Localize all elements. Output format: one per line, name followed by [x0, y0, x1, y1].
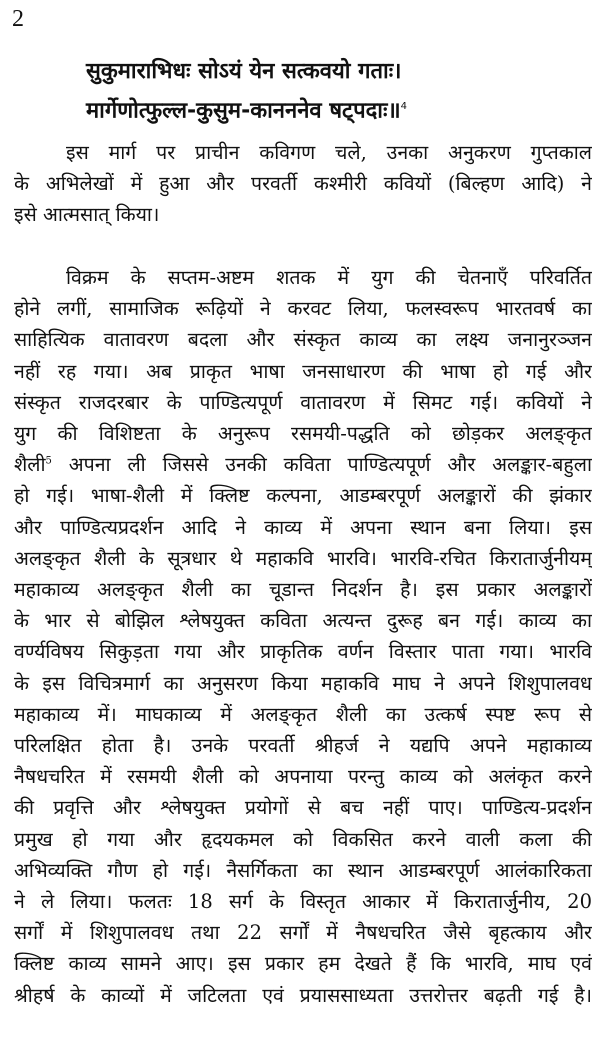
paragraph-2-line: महाकाव्य अलङ्कृत शैली का चूडान्त निदर्शन है। इस प्रकार अलङ्कारों	[14, 578, 592, 602]
paragraph-2-line: प्रमुख हो गया और हृदयकमल को विकसित करने वाली कला की	[14, 827, 592, 851]
paragraph-2-line: हो गई। भाषा-शैली में क्लिष्ट कल्पना, आडम्बरपूर्ण अलङ्कारों की झंकार	[14, 484, 592, 508]
paragraph-2-line: श्रीहर्ष के काव्यों में जटिलता एवं प्रयाससाध्यता उत्तरोत्तर बढ़ती गई है।	[14, 983, 592, 1007]
footnote-ref-5: 5	[45, 455, 52, 467]
paragraph-2-line: अलङ्कृत शैली के सूत्रधार थे महाकवि भारवि। भारवि-रचित किरातार्जुनीयम्	[14, 546, 592, 570]
footnote-ref-4: 4	[400, 101, 408, 112]
paragraph-2-line: वर्ण्यविषय सिकुड़ता गया और प्राकृतिक वर्णन विस्तार पाता गया। भारवि	[14, 640, 592, 664]
paragraph-2-line: के भार से बोझिल श्लेषयुक्त कविता अत्यन्त दुरूह बन गई। काव्य का	[14, 609, 592, 633]
paragraph-2-line: सर्गों में शिशुपालवध तथा 22 सर्गों में नैषधचरित जैसे बृहत्काय और	[14, 921, 592, 945]
paragraph-2-line: नहीं रह गया। अब प्राकृत भाषा जनसाधारण की भाषा हो गई और	[14, 359, 592, 383]
verse-line-1: सुकुमाराभिधः सोऽयं येन सत्कवयो गताः।	[86, 59, 402, 84]
paragraph-2-line: महाकाव्य में। माघकाव्य में अलङ्कृत शैली का उत्कर्ष स्पष्ट रूप से	[14, 702, 592, 726]
verse-line-2-text: मार्गेणोत्फुल्ल-कुसुम-कानननेव षट्पदाः॥	[86, 98, 401, 124]
verse-line-2	[86, 89, 586, 128]
paragraph-2-line: विक्रम के सप्तम-अष्टम शतक में युग की चेतनाएँ परिवर्तित	[66, 266, 592, 289]
sanskrit-verse	[86, 54, 586, 128]
paragraph-2-line: नैषधचरित में रसमयी शैली को अपनाया परन्तु काव्य को अलंकृत करने	[14, 765, 592, 789]
paragraph-2-line: ने ले लिया। फलतः 18 सर्ग के विस्तृत आकार में किरातार्जुनीय, 20	[14, 890, 592, 914]
paragraph-2	[14, 262, 592, 1011]
paragraph-1-line: के अभिलेखों में हुआ और परवर्ती कश्मीरी कवियों (बिल्हण आदि) ने	[14, 172, 592, 196]
paragraph-2-line: युग की विशिष्टता के अनुरूप रसमयी-पद्धति को छोड़कर अलङ्कृत	[14, 422, 592, 446]
page-number: 2	[12, 6, 24, 32]
paragraph-2-line: अभिव्यक्ति गौण हो गई। नैसर्गिकता का स्थान आडम्बरपूर्ण आलंकारिकता	[14, 858, 592, 882]
paragraph-2-line: क्लिष्ट काव्य सामने आए। इस प्रकार हम देखते हैं कि भारवि, माघ एवं	[14, 952, 592, 976]
paragraph-1-line: इसे आत्मसात् किया।	[14, 203, 160, 227]
paragraph-2-line: संस्कृत राजदरबार के पाण्डित्यपूर्ण वातावरण में सिमट गई। कवियों ने	[14, 390, 592, 414]
paragraph-2-line-rest: अपना ली जिससे उनकी कविता पाण्डित्यपूर्ण और अलङ्कार-बहुला	[68, 453, 592, 477]
paragraph-1	[14, 137, 592, 231]
paragraph-2-line: साहित्यिक वातावरण बदला और संस्कृत काव्य का लक्ष्य जनानुरञ्जन	[14, 328, 592, 352]
paragraph-1-line: इस मार्ग पर प्राचीन कविगण चले, उनका अनुकरण गुप्तकाल	[66, 141, 592, 164]
paragraph-2-line-lead: शैली	[14, 453, 46, 477]
paragraph-2-line: के इस विचित्रमार्ग का अनुसरण किया महाकवि माघ ने अपने शिशुपालवध	[14, 671, 592, 695]
paragraph-2-line: और पाण्डित्यप्रदर्शन आदि ने काव्य में अपना स्थान बना लिया। इस	[14, 515, 592, 539]
paragraph-2-line: होने लगीं, सामाजिक रूढ़ियों ने करवट लिया, फलस्वरूप भारतवर्ष का	[14, 297, 592, 321]
paragraph-2-line: परिलक्षित होता है। उनके परवर्ती श्रीहर्ज ने यद्यपि अपने महाकाव्य	[14, 734, 592, 758]
paragraph-2-line: की प्रवृत्ति और श्लेषयुक्त प्रयोगों से बच नहीं पाए। पाण्डित्य-प्रदर्शन	[14, 796, 592, 820]
paragraph-2-line	[14, 449, 592, 480]
